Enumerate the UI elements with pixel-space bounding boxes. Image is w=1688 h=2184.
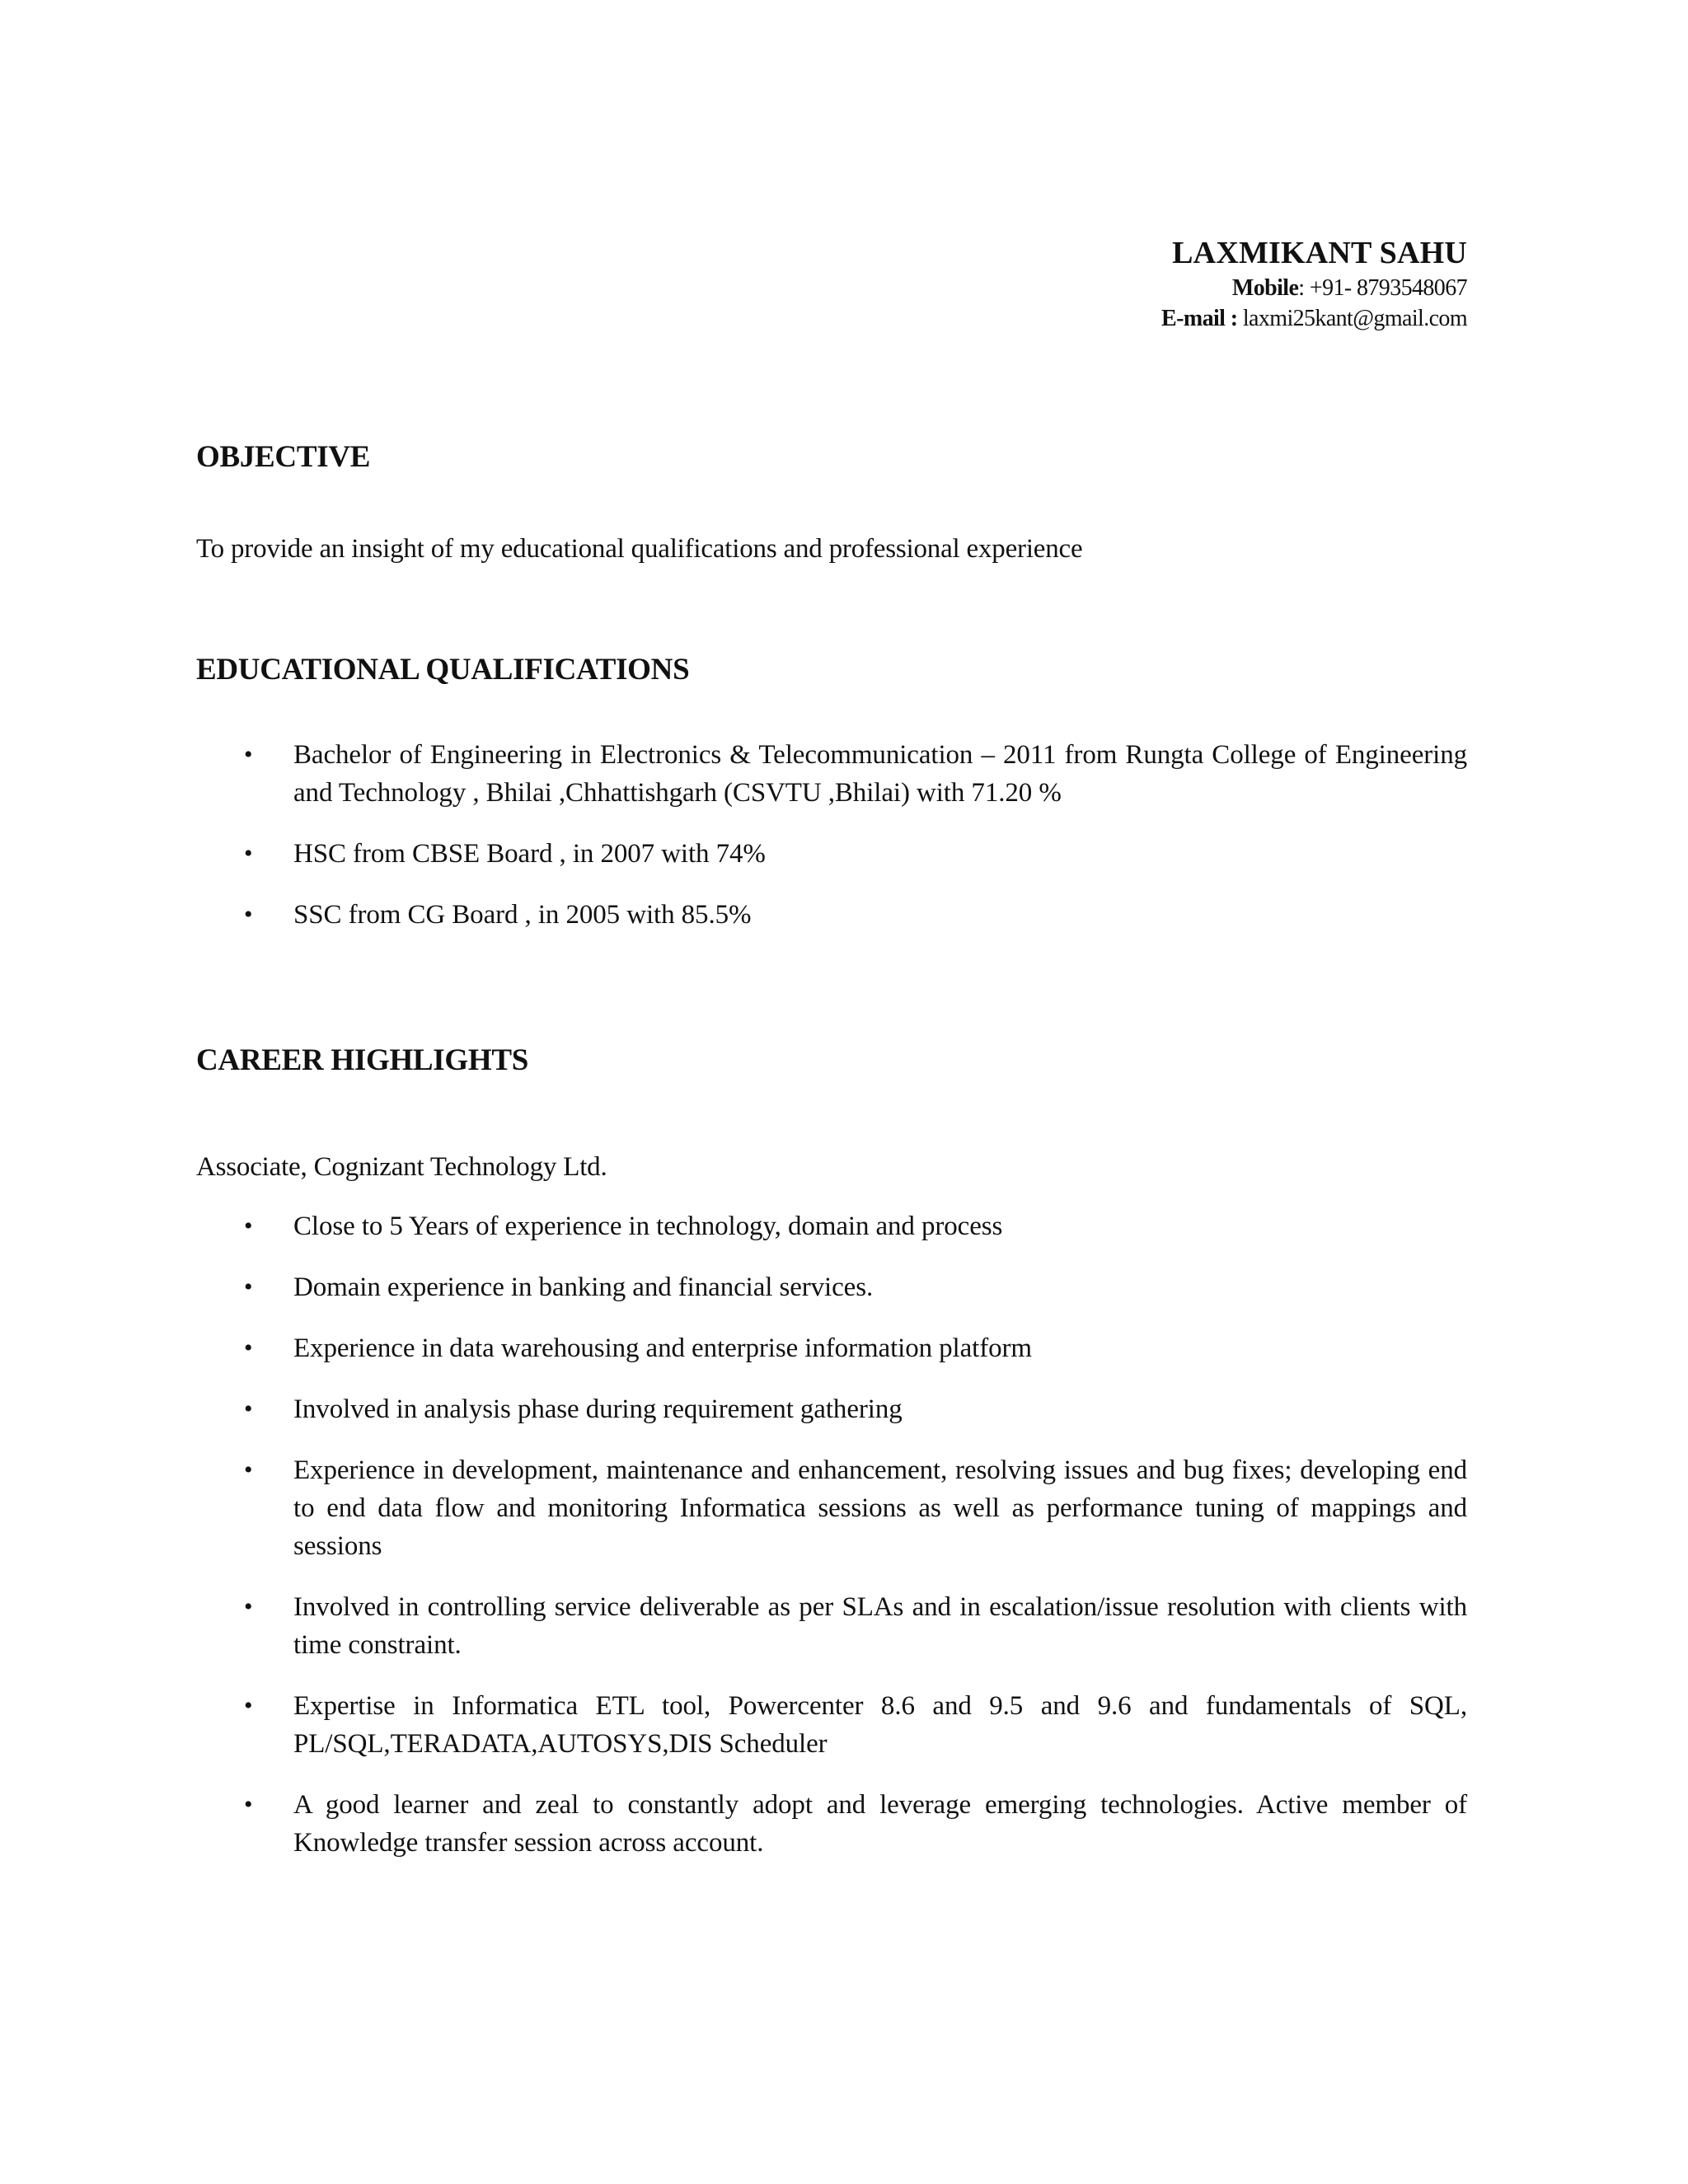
list-item bbox=[196, 1268, 1467, 1306]
education-item-text: HSC from CBSE Board , in 2007 with 74% bbox=[293, 839, 766, 869]
career-item-text: Involved in controlling service deliverable as per SLAs and in escalation/issue resolution with clients with time constraint. bbox=[293, 1592, 1467, 1660]
bullet-icon: • bbox=[244, 1791, 253, 1818]
career-item-text: Expertise in Informatica ETL tool, Powercenter 8.6 and 9.5 and 9.6 and fundamentals of SQL, PL/SQL,TERADATA,AUTOSYS,DIS Scheduler bbox=[293, 1691, 1467, 1759]
list-item bbox=[196, 835, 1467, 873]
candidate-name: LAXMIKANT SAHU bbox=[1172, 236, 1467, 270]
email-value[interactable]: laxmi25kant@gmail.com bbox=[1237, 306, 1467, 331]
list-item bbox=[196, 1207, 1467, 1245]
education-item-text: Bachelor of Engineering in Electronics & Telecommunication – 2011 from Rungta College of Engineering and Technology , Bhilai ,Chhattishgarh (CSVTU ,Bhilai) with 71.20 % bbox=[293, 740, 1467, 808]
contact-header bbox=[1161, 233, 1467, 334]
objective-heading: OBJECTIVE bbox=[196, 440, 371, 474]
email-line bbox=[1161, 303, 1467, 334]
bullet-icon: • bbox=[244, 1593, 253, 1620]
mobile-value: : +91- 8793548067 bbox=[1298, 275, 1467, 301]
bullet-icon: • bbox=[244, 1456, 253, 1483]
education-item-text: SSC from CG Board , in 2005 with 85.5% bbox=[293, 900, 752, 930]
career-role: Associate, Cognizant Technology Ltd. bbox=[196, 1152, 607, 1182]
list-item bbox=[196, 1687, 1467, 1763]
mobile-label: Mobile bbox=[1231, 275, 1299, 301]
email-label: E-mail : bbox=[1161, 306, 1238, 331]
career-heading: CAREER HIGHLIGHTS bbox=[196, 1043, 529, 1077]
bullet-icon: • bbox=[244, 1692, 253, 1719]
career-item-text: Experience in data warehousing and enterprise information platform bbox=[293, 1333, 1032, 1363]
education-heading: EDUCATIONAL QUALIFICATIONS bbox=[196, 653, 690, 687]
bullet-icon: • bbox=[244, 901, 253, 928]
list-item bbox=[196, 736, 1467, 812]
education-list bbox=[196, 736, 1467, 957]
list-item bbox=[196, 1588, 1467, 1664]
career-item-text: Involved in analysis phase during requirement gathering bbox=[293, 1394, 903, 1424]
objective-text: To provide an insight of my educational qualifications and professional experience bbox=[196, 534, 1083, 564]
list-item bbox=[196, 1786, 1467, 1862]
bullet-icon: • bbox=[244, 1273, 253, 1301]
bullet-icon: • bbox=[244, 1334, 253, 1361]
bullet-icon: • bbox=[244, 741, 253, 768]
bullet-icon: • bbox=[244, 840, 253, 867]
list-item bbox=[196, 896, 1467, 934]
list-item bbox=[196, 1329, 1467, 1367]
career-item-text: Experience in development, maintenance and enhancement, resolving issues and bug fixes; developing end to end data flow and monitoring Informatica sessions as well as performance tuning of mappings and sessions bbox=[293, 1455, 1467, 1561]
bullet-icon: • bbox=[244, 1212, 253, 1240]
career-item-text: Close to 5 Years of experience in technology, domain and process bbox=[293, 1212, 1003, 1241]
career-item-text: A good learner and zeal to constantly adopt and leverage emerging technologies. Active member of Knowledge transfer session across account. bbox=[293, 1790, 1467, 1858]
career-list bbox=[196, 1207, 1467, 1885]
career-item-text: Domain experience in banking and financial services. bbox=[293, 1272, 874, 1302]
list-item bbox=[196, 1451, 1467, 1565]
mobile-line bbox=[1161, 273, 1467, 303]
bullet-icon: • bbox=[244, 1395, 253, 1422]
list-item bbox=[196, 1390, 1467, 1428]
